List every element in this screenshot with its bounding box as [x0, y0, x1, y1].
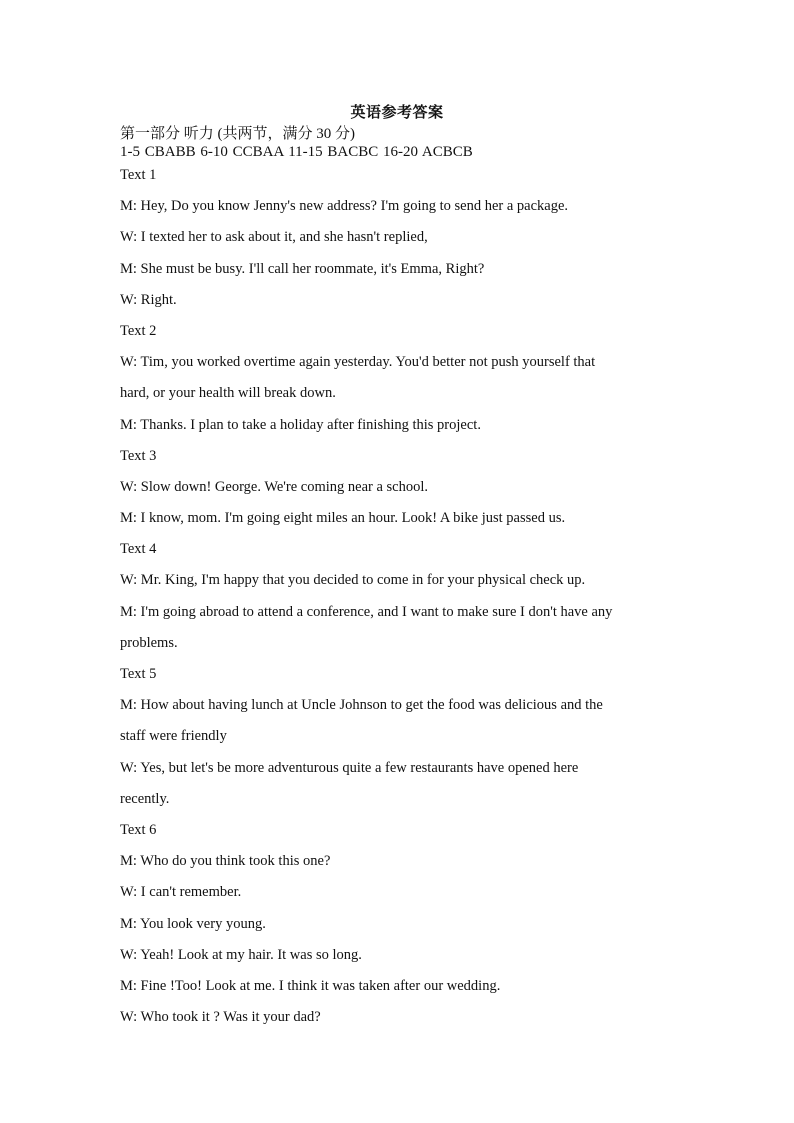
transcript-line: Text 3 — [120, 447, 157, 464]
transcript-line: M: You look very young. — [120, 915, 266, 932]
transcript-line: problems. — [120, 634, 178, 651]
transcript-line: Text 2 — [120, 322, 157, 339]
transcript-line: M: I know, mom. I'm going eight miles an hour. Look! A bike just passed us. — [120, 510, 566, 527]
transcript-line: W: Who took it ? Was it your dad? — [120, 1009, 321, 1026]
section-heading: 第一部分 听力 (共两节，满分 30 分) — [120, 126, 355, 142]
transcript-line: M: Who do you think took this one? — [120, 853, 331, 870]
transcript-line: Text 5 — [120, 666, 157, 682]
transcript-line: M: She must be busy. I'll call her roommate, it's Emma, Right? — [120, 260, 485, 277]
transcript-line: W: Right. — [120, 291, 177, 308]
page-title: 英语参考答案 — [350, 105, 444, 121]
transcript-line: Text 1 — [120, 167, 157, 183]
transcript-line: staff were friendly — [120, 728, 227, 745]
transcript-line: W: Slow down! George. We're coming near a school. — [120, 478, 429, 495]
transcript-line: M: Thanks. I plan to take a holiday after finishing this project. — [120, 416, 481, 433]
transcript-line: Text 4 — [120, 541, 157, 558]
transcript-line: recently. — [120, 790, 170, 807]
transcript-line: W: Tim, you worked overtime again yesterday. You'd better not push yourself that — [120, 354, 596, 371]
heading-block — [120, 125, 680, 161]
transcript-line: W: Mr. King, I'm happy that you decided to come in for your physical check up. — [120, 572, 586, 589]
answer-key: 1-5 CBABB 6-10 CCBAA 11-15 BACBC 16-20 ACBCB — [120, 144, 473, 160]
transcript-line: M: How about having lunch at Uncle Johnson to get the food was delicious and the — [120, 697, 603, 714]
transcript-line: hard, or your health will break down. — [120, 385, 336, 402]
transcript-line: M: Hey, Do you know Jenny's new address? I'm going to send her a package. — [120, 198, 569, 215]
transcript-line: W: Yes, but let's be more adventurous quite a few restaurants have opened here — [120, 759, 579, 776]
transcript-line: W: Yeah! Look at my hair. It was so long. — [120, 946, 362, 963]
transcript-line: W: I can't remember. — [120, 884, 242, 901]
transcript-line: W: I texted her to ask about it, and she hasn't replied, — [120, 229, 428, 246]
transcript-line: M: I'm going abroad to attend a conference, and I want to make sure I don't have any — [120, 603, 613, 620]
transcript-line: M: Fine !Too! Look at me. I think it was taken after our wedding. — [120, 977, 501, 994]
listening-transcript — [120, 160, 680, 1033]
transcript-line: Text 6 — [120, 821, 157, 838]
